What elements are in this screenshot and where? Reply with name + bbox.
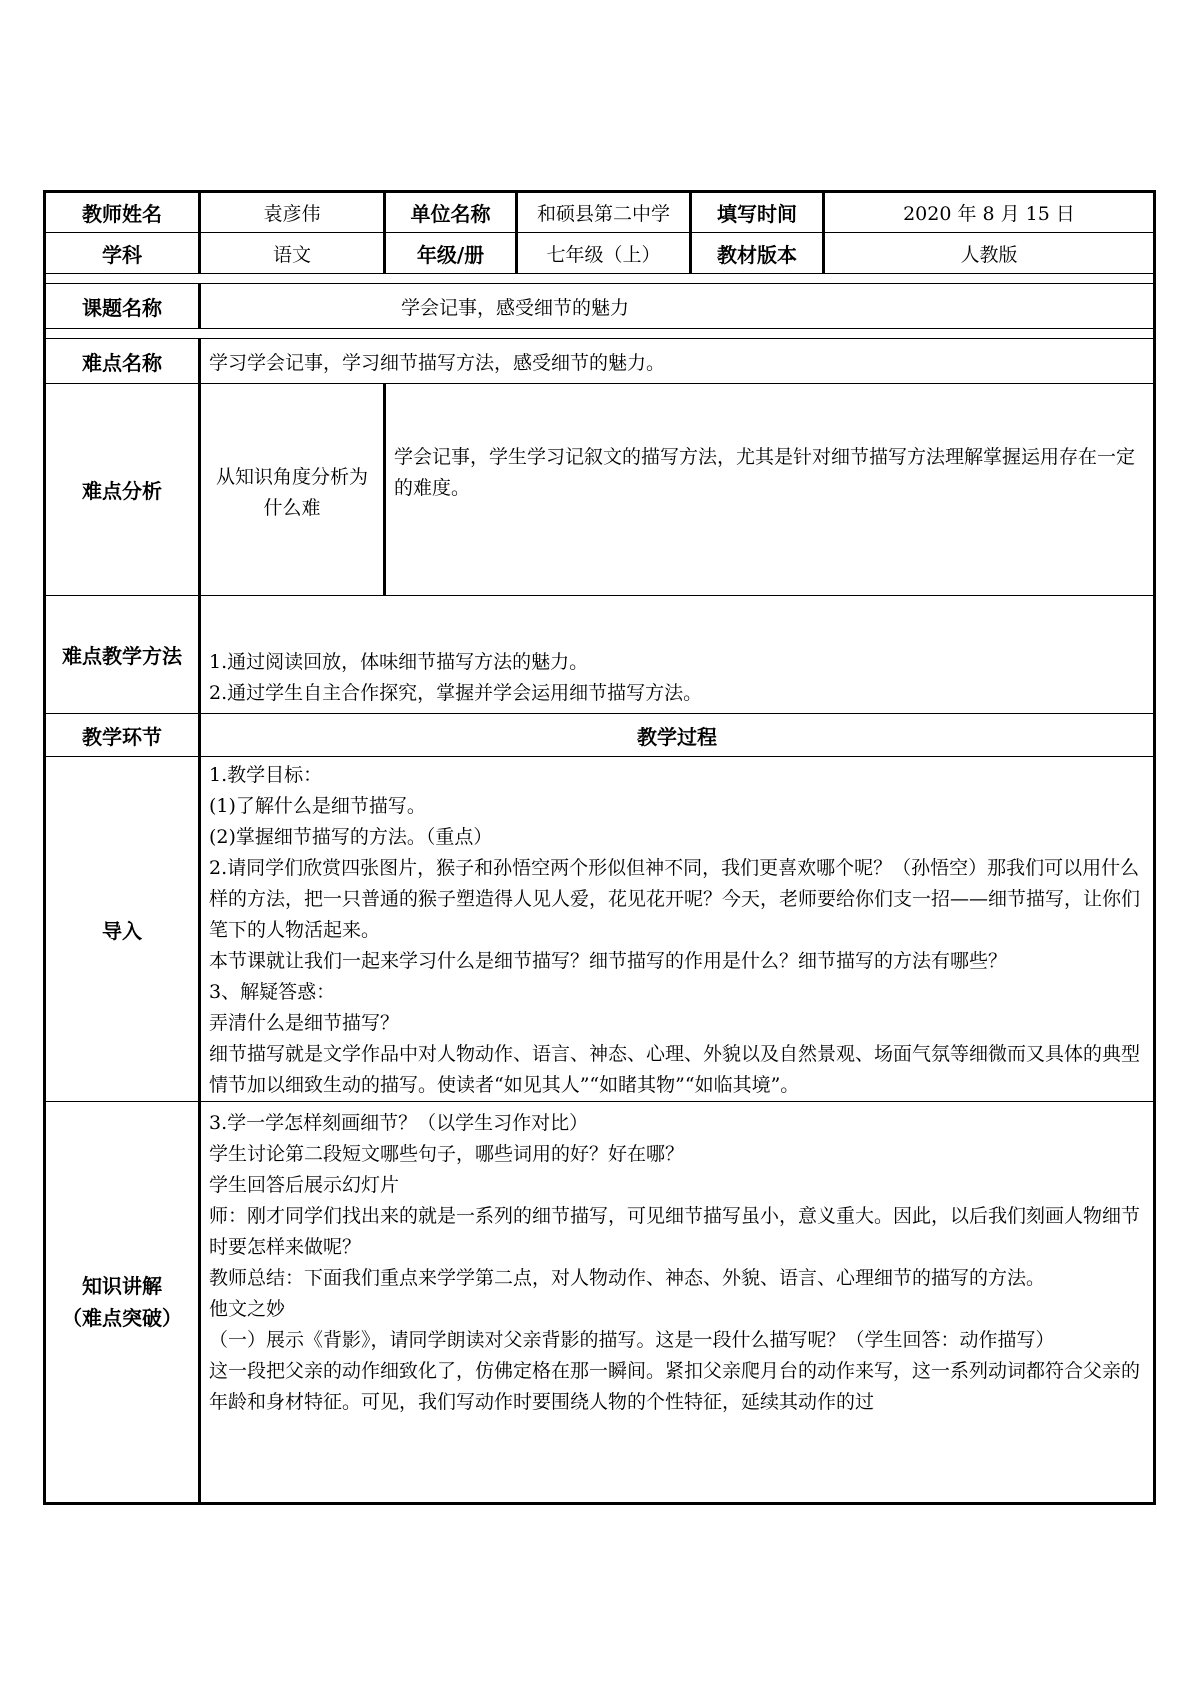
subject-value: 语文	[200, 233, 385, 274]
knowledge-line: （一）展示《背影》，请同学朗读对父亲背影的描写。这是一段什么描写呢？（学生回答：动作描写）	[209, 1329, 1055, 1351]
lesson-plan-page	[43, 190, 1153, 1505]
method-line: 1.通过阅读回放，体味细节描写方法的魅力。	[209, 650, 589, 673]
method-row	[45, 596, 1155, 714]
method-content	[200, 596, 1155, 714]
knowledge-label	[45, 1102, 200, 1504]
analysis-row	[45, 384, 1155, 596]
knowledge-label-line1: 知识讲解	[82, 1274, 162, 1298]
knowledge-label-line2: （难点突破）	[62, 1306, 182, 1330]
knowledge-line: 学生回答后展示幻灯片	[209, 1174, 400, 1196]
teacher-label: 教师姓名	[45, 192, 200, 233]
spacer-row	[45, 274, 1155, 284]
date-label: 填写时间	[691, 192, 824, 233]
knowledge-line: 这一段把父亲的动作细致化了，仿佛定格在那一瞬间。紧扣父亲爬月台的动作来写，这一系列动词都符合父亲的年龄和身材特征。可见，我们写动作时要围绕人物的个性特征，延续其动作的过	[209, 1360, 1141, 1413]
header-row-2	[45, 233, 1155, 274]
header-row-1	[45, 192, 1155, 233]
knowledge-line: 师：刚才同学们找出来的就是一系列的细节描写，可见细节描写虽小，意义重大。因此，以后我们刻画人物细节时要怎样来做呢？	[209, 1205, 1141, 1258]
grade-label: 年级/册	[385, 233, 517, 274]
topic-row	[45, 284, 1155, 329]
knowledge-line: 他文之妙	[209, 1298, 286, 1320]
subject-label: 学科	[45, 233, 200, 274]
knowledge-line: 学生讨论第二段短文哪些句子，哪些词用的好？好在哪？	[209, 1143, 685, 1165]
analysis-sub-label: 从知识角度分析为什么难	[200, 384, 385, 596]
method-line: 2.通过学生自主合作探究，掌握并学会运用细节描写方法。	[209, 681, 703, 704]
intro-line: (1)了解什么是细节描写。	[209, 795, 426, 817]
difficulty-value: 学习学会记事，学习细节描写方法，感受细节的魅力。	[200, 339, 1155, 384]
method-label: 难点教学方法	[45, 596, 200, 714]
intro-line: 1.教学目标：	[209, 764, 323, 786]
teacher-value: 袁彦伟	[200, 192, 385, 233]
edition-value: 人教版	[824, 233, 1155, 274]
intro-content	[200, 757, 1155, 1102]
topic-value: 学会记事，感受细节的魅力	[200, 284, 1155, 329]
process-header-row	[45, 714, 1155, 757]
topic-label: 课题名称	[45, 284, 200, 329]
intro-label: 导入	[45, 757, 200, 1102]
edition-label: 教材版本	[691, 233, 824, 274]
process-label: 教学过程	[200, 714, 1155, 757]
intro-line: 弄清什么是细节描写？	[209, 1012, 400, 1034]
unit-value: 和硕县第二中学	[517, 192, 691, 233]
grade-value: 七年级（上）	[517, 233, 691, 274]
knowledge-line: 教师总结：下面我们重点来学学第二点，对人物动作、神态、外貌、语言、心理细节的描写的方法。	[209, 1267, 1046, 1289]
intro-line: 3、解疑答惑：	[209, 981, 336, 1003]
stage-label: 教学环节	[45, 714, 200, 757]
intro-line: 细节描写就是文学作品中对人物动作、语言、神态、心理、外貌以及自然景观、场面气氛等细微而又具体的典型情节加以细致生动的描写。使读者“如见其人”“如睹其物”“如临其境”。	[209, 1043, 1141, 1096]
difficulty-label: 难点名称	[45, 339, 200, 384]
knowledge-row	[45, 1102, 1155, 1504]
intro-line: 本节课就让我们一起来学习什么是细节描写？细节描写的作用是什么？细节描写的方法有哪些？	[209, 950, 1008, 972]
intro-line: (2)掌握细节描写的方法。（重点）	[209, 826, 493, 848]
intro-line: 2.请同学们欣赏四张图片，猴子和孙悟空两个形似但神不同，我们更喜欢哪个呢？（孙悟空）那我们可以用什么样的方法，把一只普通的猴子塑造得人见人爱，花见花开呢？今天，老师要给你们支一招——细节描写，让你们笔下的人物活起来。	[209, 857, 1141, 941]
difficulty-row	[45, 339, 1155, 384]
spacer-row	[45, 329, 1155, 339]
unit-label: 单位名称	[385, 192, 517, 233]
date-value: 2020 年 8 月 15 日	[824, 192, 1155, 233]
knowledge-content	[200, 1102, 1155, 1504]
intro-row	[45, 757, 1155, 1102]
knowledge-line: 3.学一学怎样刻画细节？（以学生习作对比）	[209, 1112, 589, 1134]
analysis-value: 学会记事，学生学习记叙文的描写方法，尤其是针对细节描写方法理解掌握运用存在一定的难度。	[385, 384, 1155, 596]
lesson-plan-table	[43, 190, 1156, 1505]
analysis-label: 难点分析	[45, 384, 200, 596]
